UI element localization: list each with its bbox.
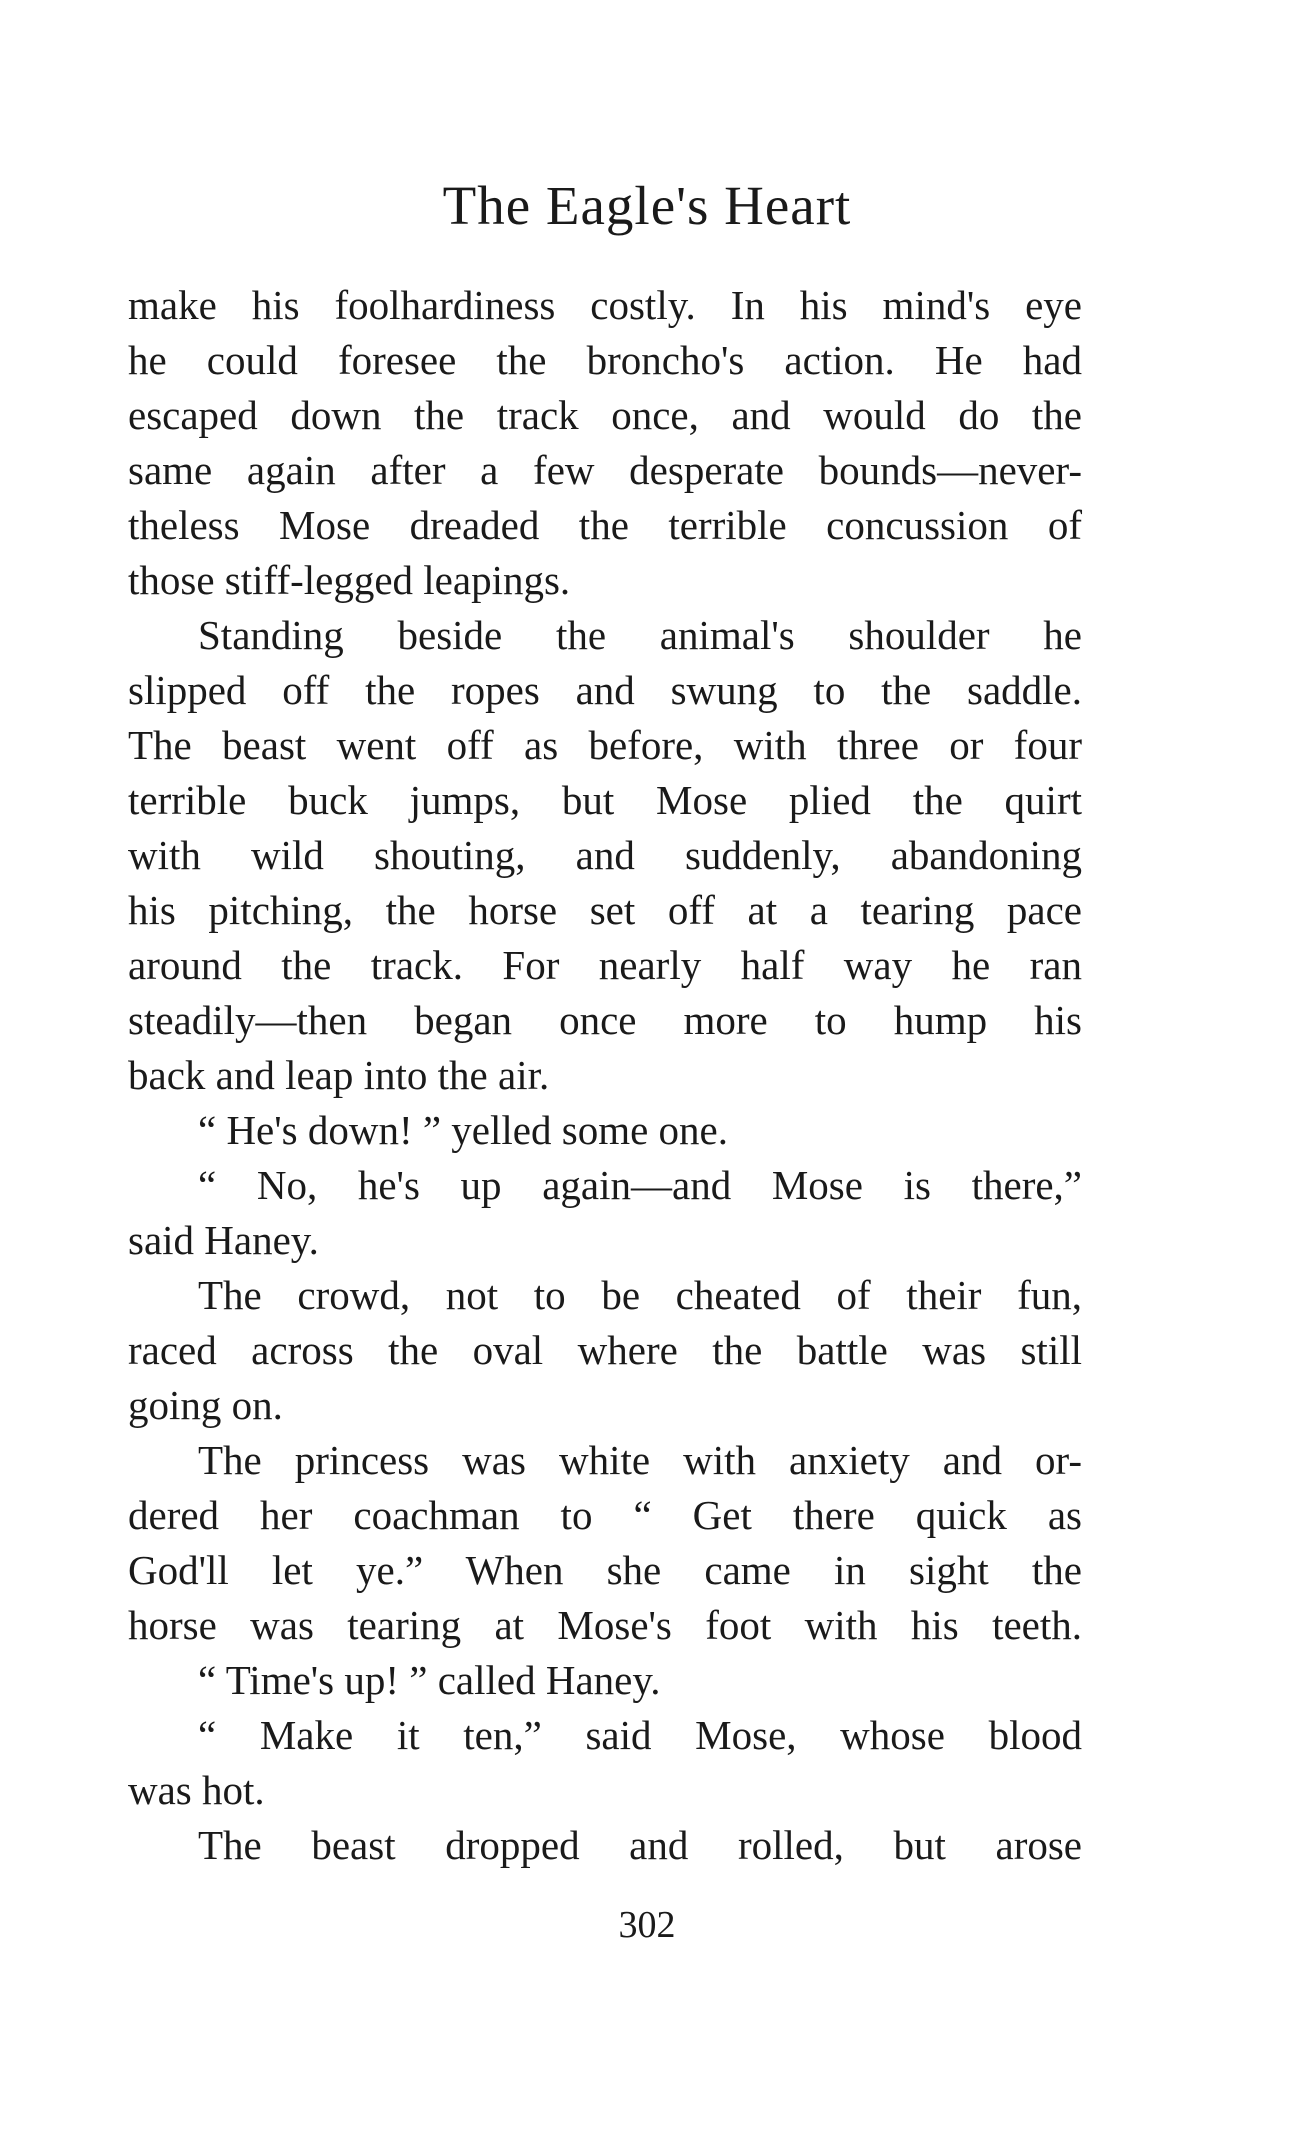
page-number: 302: [618, 1904, 676, 1946]
text-line: terrible buck jumps, but Mose plied the quirt: [128, 777, 1082, 823]
text-line: “ Make it ten,” said Mose, whose blood: [198, 1712, 1082, 1758]
text-line: The beast went off as before, with three or four: [128, 722, 1082, 768]
text-line: The beast dropped and rolled, but arose: [198, 1822, 1082, 1868]
text-line: Standing beside the animal's shoulder he: [198, 612, 1082, 658]
text-line: “ He's down! ” yelled some one.: [198, 1107, 728, 1153]
text-line: going on.: [128, 1382, 283, 1428]
text-line: those stiff-legged leapings.: [128, 557, 571, 603]
text-line: was hot.: [128, 1767, 265, 1813]
text-line: make his foolhardiness costly. In his mind's eye: [128, 282, 1082, 328]
text-line: “ No, he's up again—and Mose is there,”: [198, 1162, 1082, 1208]
text-line: theless Mose dreaded the terrible concussion of: [128, 502, 1082, 548]
text-line: dered her coachman to “ Get there quick as: [128, 1492, 1082, 1538]
text-line: slipped off the ropes and swung to the saddle.: [128, 667, 1082, 713]
text-line: raced across the oval where the battle was still: [128, 1327, 1082, 1373]
text-line: “ Time's up! ” called Haney.: [198, 1657, 661, 1703]
text-line: he could foresee the broncho's action. He had: [128, 337, 1082, 383]
text-line: same again after a few desperate bounds—never-: [128, 447, 1082, 493]
body-text: [128, 278, 1082, 1873]
text-line: his pitching, the horse set off at a tearing pace: [128, 887, 1082, 933]
text-line: escaped down the track once, and would do the: [128, 392, 1082, 438]
text-line: said Haney.: [128, 1217, 319, 1263]
running-title: The Eagle's Heart: [442, 175, 852, 236]
text-line: steadily—then began once more to hump his: [128, 997, 1082, 1043]
text-line: around the track. For nearly half way he ran: [128, 942, 1082, 988]
text-line: horse was tearing at Mose's foot with his teeth.: [128, 1602, 1082, 1648]
text-line: God'll let ye.” When she came in sight the: [128, 1547, 1082, 1593]
text-line: back and leap into the air.: [128, 1052, 550, 1098]
text-line: The crowd, not to be cheated of their fun,: [198, 1272, 1082, 1318]
text-line: The princess was white with anxiety and or-: [198, 1437, 1082, 1483]
text-line: with wild shouting, and suddenly, abandoning: [128, 832, 1082, 878]
